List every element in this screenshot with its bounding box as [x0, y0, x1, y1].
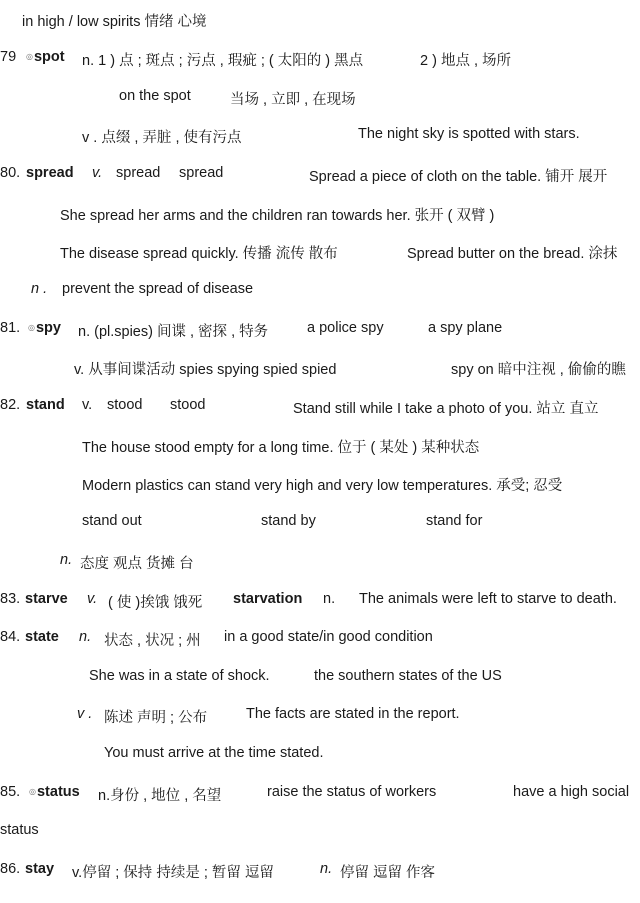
- text: Modern plastics can stand very high and very low temperatures. 承受; 忍受: [82, 478, 563, 494]
- text: spy: [35, 320, 61, 336]
- text-segment: [359, 591, 617, 607]
- text-segment: [451, 358, 626, 379]
- text-segment: [407, 242, 617, 263]
- text-segment: [72, 861, 274, 882]
- text: raise the status of workers: [267, 784, 437, 800]
- text-segment: [119, 88, 191, 104]
- text: n. (pl.spies) 间谍 , 密探 , 特务: [78, 324, 269, 340]
- text-segment: [22, 10, 207, 31]
- text-segment: [309, 165, 607, 186]
- text: status: [36, 784, 80, 800]
- text: spread: [26, 165, 74, 181]
- text-segment: [340, 861, 435, 882]
- text-segment: [261, 513, 316, 529]
- text: a police spy: [307, 320, 384, 336]
- text: 79: [0, 49, 17, 65]
- text: 85.: [0, 784, 21, 800]
- text: stay: [25, 861, 55, 877]
- text: She spread her arms and the children ran towards her. 张开 ( 双臂 ): [60, 208, 495, 224]
- text: n.身份 , 地位 , 名望: [98, 788, 222, 804]
- text: in high / low spirits 情绪 心境: [22, 14, 207, 30]
- text: starvation: [233, 591, 303, 607]
- text: 态度 观点 货摊 台: [80, 556, 194, 572]
- text-segment: [104, 629, 201, 650]
- headword: [28, 320, 61, 336]
- text: status: [0, 822, 39, 838]
- text: starve: [25, 591, 68, 607]
- text: n.: [323, 591, 336, 607]
- key-word-marker-icon: ◎: [28, 323, 35, 332]
- text-segment: [82, 513, 142, 529]
- headword: [25, 591, 68, 607]
- text-segment: [0, 629, 20, 645]
- text: Spread a piece of cloth on the table. 铺开 展开: [309, 169, 608, 185]
- text: ( 使 )挨饿 饿死: [108, 595, 203, 611]
- text-segment: [82, 436, 479, 457]
- text-segment: [170, 397, 205, 413]
- text: The animals were left to starve to death.: [359, 591, 617, 607]
- text: prevent the spread of disease: [62, 281, 254, 297]
- text: 停留 逗留 作客: [340, 865, 436, 881]
- text: She was in a state of shock.: [89, 668, 270, 684]
- text: 82.: [0, 397, 21, 413]
- text: 81.: [0, 320, 21, 336]
- text: stand out: [82, 513, 142, 529]
- text-segment: [230, 88, 356, 109]
- text-segment: [107, 397, 142, 413]
- text: The disease spread quickly. 传播 流传 散布: [60, 246, 338, 262]
- text-segment: [0, 861, 20, 877]
- text-segment: [60, 552, 72, 568]
- text-segment: [314, 668, 502, 684]
- text-segment: [62, 281, 253, 297]
- text-segment: [513, 784, 629, 800]
- text: n.: [79, 629, 92, 645]
- text-segment: [74, 358, 336, 379]
- text-segment: [420, 49, 511, 70]
- text: n .: [31, 281, 48, 297]
- text: n.: [60, 552, 73, 568]
- headword: [26, 397, 65, 413]
- text: stand by: [261, 513, 316, 529]
- text: 83.: [0, 591, 21, 607]
- text-segment: [426, 513, 482, 529]
- text-segment: [320, 861, 332, 877]
- headword: [25, 861, 54, 877]
- text: 当场 , 立即 , 在现场: [230, 92, 356, 108]
- text: v .: [77, 706, 93, 722]
- text-segment: [79, 629, 91, 645]
- text-segment: [0, 784, 20, 800]
- text-segment: [31, 281, 47, 297]
- text-segment: [80, 552, 194, 573]
- text: state: [25, 629, 59, 645]
- text-segment: [98, 784, 221, 805]
- text-segment: [104, 745, 324, 761]
- text-segment: [92, 165, 102, 181]
- text: Stand still while I take a photo of you. 站立 直立: [293, 401, 599, 417]
- text-segment: [323, 591, 335, 607]
- key-word-marker-icon: ◎: [29, 787, 36, 796]
- text: stand: [26, 397, 65, 413]
- text-segment: [358, 126, 580, 142]
- text: in a good state/in good condition: [224, 629, 433, 645]
- text: 状态 , 状况 ; 州: [104, 633, 201, 649]
- text: spread: [179, 165, 224, 181]
- text: n. 1 ) 点 ; 斑点 ; 污点 , 瑕疵 ; ( 太阳的 ) 黑点: [82, 53, 364, 69]
- text: The facts are stated in the report.: [246, 706, 460, 722]
- text-segment: [0, 320, 20, 336]
- text: 84.: [0, 629, 21, 645]
- text-segment: [78, 320, 268, 341]
- text-segment: [116, 165, 160, 181]
- text-segment: [0, 591, 20, 607]
- text: stood: [170, 397, 206, 413]
- text: v.停留 ; 保持 持续是 ; 暂留 逗留: [72, 865, 274, 881]
- text-segment: [267, 784, 436, 800]
- text-segment: [60, 204, 494, 225]
- text: v. 从事间谍活动 spies spying spied spied: [74, 362, 337, 378]
- headword: [26, 49, 65, 65]
- text: 2 ) 地点 , 场所: [420, 53, 512, 69]
- text: Spread butter on the bread. 涂抹: [407, 246, 618, 262]
- text: spy on 暗中注视 , 偷偷的瞧: [451, 362, 626, 378]
- text-segment: [293, 397, 598, 418]
- text-segment: [224, 629, 433, 645]
- text-segment: [108, 591, 202, 612]
- text-segment: [89, 668, 270, 684]
- text-segment: [82, 126, 242, 147]
- text: v . 点缀 , 弄脏 , 使有污点: [82, 130, 242, 146]
- text-segment: [82, 474, 562, 495]
- text: The house stood empty for a long time. 位于 ( 某处 ) 某种状态: [82, 440, 480, 456]
- text: The night sky is spotted with stars.: [358, 126, 580, 142]
- text-segment: [82, 49, 363, 70]
- text-segment: [307, 320, 384, 336]
- text: spread: [116, 165, 161, 181]
- text-segment: [0, 49, 16, 65]
- text-segment: [60, 242, 338, 263]
- headword: [26, 165, 74, 181]
- text-segment: [87, 591, 97, 607]
- text: n.: [320, 861, 333, 877]
- text: v.: [82, 397, 93, 413]
- text-segment: [246, 706, 460, 722]
- text-segment: [77, 706, 92, 722]
- headword: [233, 591, 302, 607]
- text: have a high social: [513, 784, 630, 800]
- text: v.: [87, 591, 98, 607]
- headword: [25, 629, 59, 645]
- text: spot: [33, 49, 65, 65]
- text-segment: [82, 397, 92, 413]
- text-segment: [0, 165, 20, 181]
- text-segment: [0, 822, 39, 838]
- text: on the spot: [119, 88, 191, 104]
- text: the southern states of the US: [314, 668, 502, 684]
- text-segment: [428, 320, 502, 336]
- text: a spy plane: [428, 320, 503, 336]
- text: 陈述 声明 ; 公布: [104, 710, 208, 726]
- text-segment: [0, 397, 20, 413]
- text: 86.: [0, 861, 21, 877]
- key-word-marker-icon: ◎: [26, 52, 33, 61]
- text: stood: [107, 397, 143, 413]
- text: v.: [92, 165, 103, 181]
- text: 80.: [0, 165, 21, 181]
- headword: [29, 784, 80, 800]
- text: stand for: [426, 513, 483, 529]
- text-segment: [104, 706, 207, 727]
- text-segment: [179, 165, 223, 181]
- text: You must arrive at the time stated.: [104, 745, 324, 761]
